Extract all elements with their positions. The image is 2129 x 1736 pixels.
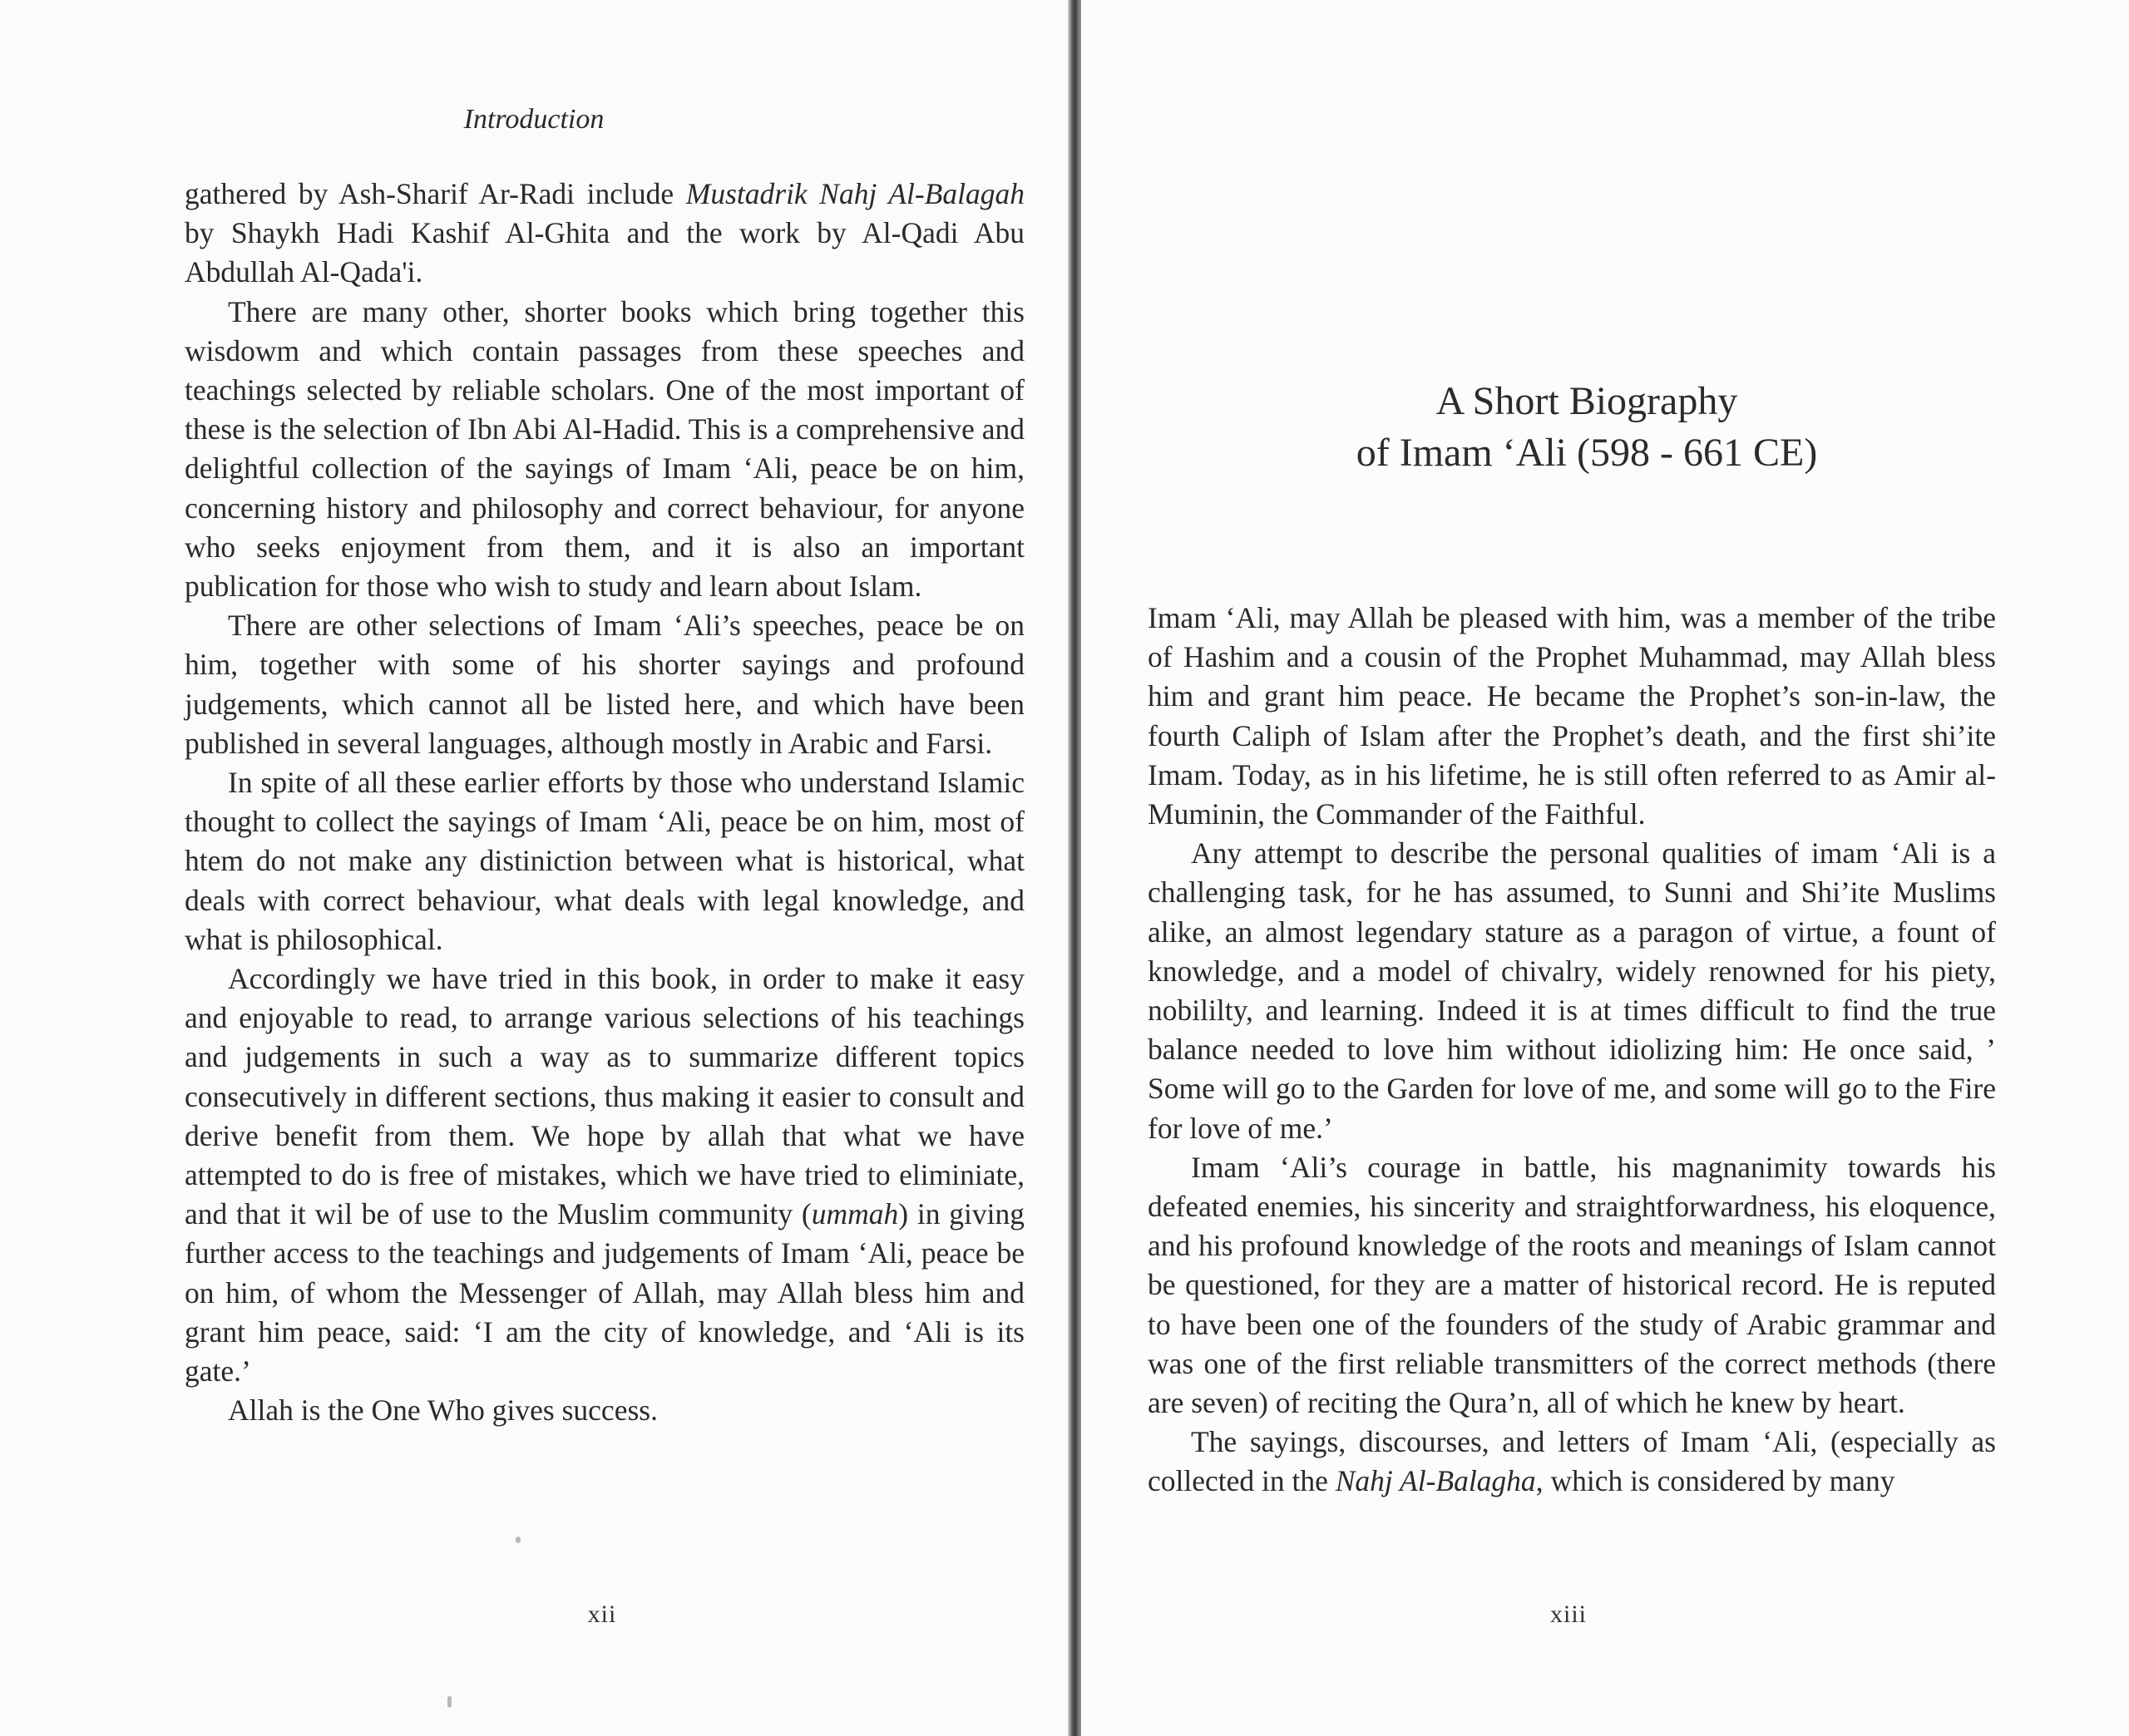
chapter-title-line: A Short Biography bbox=[1435, 379, 1738, 423]
book-title: Mustadrik Nahj Al-Balagah bbox=[685, 177, 1025, 210]
paragraph: Imam ‘Ali, may Allah be pleased with him, was a member of the tribe of Hashim and a cousin of the Prophet Muhammad, may Allah bless him and grant him peace. He became the Prophet’s son-in-law, the fourth Caliph of Islam after the Prophet’s death, and the first shi’ite Imam. Today, as in his lifetime, he is still often referred to as Amir al-Muminin, the Commander of the Faithful. bbox=[1148, 601, 1996, 831]
paper-speck bbox=[516, 1536, 521, 1543]
paragraph: gathered by Ash-Sharif Ar-Radi include Mustadrik Nahj Al-Balagah by Shaykh Hadi Kashif Al-Ghita and the work by Al-Qadi Abu Abdullah Al-Qada'i. bbox=[185, 177, 1025, 289]
right-page-body bbox=[1148, 599, 1996, 1502]
left-page-body bbox=[185, 175, 1025, 1431]
paragraph: In spite of all these earlier efforts by those who understand Islamic thought to collect the sayings of Imam ‘Ali, peace be on him, most of htem do not make any distiniction between what is historical, what deals with correct behaviour, what deals with legal knowledge, and what is philosophical. bbox=[185, 766, 1025, 956]
italic-term: ummah bbox=[811, 1197, 899, 1231]
running-head: Introduction bbox=[463, 104, 605, 135]
paragraph: Any attempt to describe the personal qualities of imam ‘Ali is a challenging task, for he has assumed, to Sunni and Shi’ite Muslims alike, an almost legendary stature as a paragon of virtue, a fount of knowledge, and a model of chivalry, widely renowned for his piety, nobililty, and learning. Indeed it is at times difficult to find the true balance needed to love him without idiolizing him: He once said, ’ Some will go to the Garden for love of me, and some will go to the Fire for love of me.’ bbox=[1148, 836, 1996, 1145]
page-number: xii bbox=[587, 1600, 617, 1628]
right-page bbox=[1081, 0, 2129, 1736]
chapter-title-line: of Imam ‘Ali (598 - 661 CE) bbox=[1356, 431, 1818, 475]
book-gutter bbox=[1068, 0, 1081, 1736]
paragraph: Imam ‘Ali’s courage in battle, his magnanimity towards his defeated enemies, his sincerity and straightforwardness, his eloquence, and his profound knowledge of the roots and meanings of Islam cannot be questioned, for they are a matter of historical record. He is reputed to have been one of the founders of the study of Arabic grammar and was one of the first reliable transmitters of the correct methods (there are seven) of reciting the Qura’n, all of which he knew by heart. bbox=[1148, 1150, 1996, 1420]
paragraph: The sayings, discourses, and letters of Imam ‘Ali, (especially as collected in the Nahj Al-Balagha, which is considered by many bbox=[1148, 1425, 1996, 1498]
paper-speck bbox=[447, 1696, 452, 1708]
paragraph: There are many other, shorter books which bring together this wisdowm and which contain passages from these speeches and teachings selected by reliable scholars. One of the most important of these is the selection of Ibn Abi Al-Hadid. This is a comprehensive and delightful collection of the sayings of Imam ‘Ali, peace be on him, concerning history and philosophy and correct behaviour, for anyone who seeks enjoyment from them, and it is also an important publication for those who wish to study and learn about Islam. bbox=[185, 294, 1025, 604]
paragraph: There are other selections of Imam ‘Ali’s speeches, peace be on him, together with some of his shorter sayings and profound judgements, which cannot all be listed here, and which have been published in several languages, although mostly in Arabic and Farsi. bbox=[185, 609, 1025, 760]
book-title: Nahj Al-Balagha bbox=[1335, 1464, 1536, 1498]
paragraph: Accordingly we have tried in this book, in order to make it easy and enjoyable to read, to arrange various selections of his teachings and judgements in such a way as to summarize different topics consecutively in different sections, thus making it easier to consult and derive benefit from them. We hope by allah that what we have attempted to do is free of mistakes, which we have tried to eliminiate, and that it wil be of use to the Muslim community (ummah) in giving further access to the teachings and judgements of Imam ‘Ali, peace be on him, of whom the Messenger of Allah, may Allah bless him and grant him peace, said: ‘I am the city of knowledge, and ‘Ali is its gate.’ bbox=[185, 962, 1025, 1388]
page-number: xiii bbox=[1549, 1600, 1587, 1628]
chapter-title bbox=[1081, 376, 2092, 479]
paragraph: Allah is the One Who gives success. bbox=[228, 1393, 658, 1428]
